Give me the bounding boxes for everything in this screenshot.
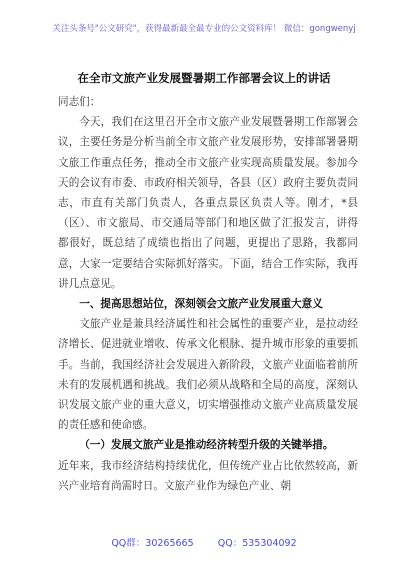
footer-contact: QQ群：30265665 QQ：535304092 (111, 538, 297, 549)
salutation: 同志们： (58, 96, 101, 108)
section-heading-1: 一、提高思想站位，深刻领会文旅产业发展重大意义 (79, 298, 323, 311)
document-body (58, 92, 358, 496)
header-banner: 关注头条号"公文研究"，获得最新最全最专业的公文资料库！ 微信：gongwenyj (52, 24, 356, 34)
section-1-paragraph: 文旅产业是兼具经济属性和社会属性的重要产业，是拉动经济增长、促进就业增收、传承文化根脉、提升城市形象的重要抓手。当前，我国经济社会发展进入新阶段，文旅产业面临着前所未有的发展机遇和挑战。我们必须从战略和全局的高度，深刻认识发展文旅产业的重大意义，切实增强推动文旅产业高质量发展的责任感和使命感。 (58, 318, 358, 432)
intro-paragraph: 今天，我们在这里召开全市文旅产业发展暨暑期工作部署会议，主要任务是分析当前全市文旅产业发展形势，安排部署暑期文旅工作重点任务，推动全市文旅产业实现高质量发展。参加今天的会议有市委、市政府相关领导，各县（区）政府主要负责同志，市直有关部门负责人，各重点景区负责人等。刚才，*县（区）、市文旅局、市交通局等部门和地区做了汇报发言，讲得都很好，既总结了成绩也指出了问题，更提出了思路，我都同意，大家一定要结合实际抓好落实。下面，结合工作实际，我再讲几点意见。 (58, 116, 358, 290)
subsection-1-paragraph: 近年来，我市经济结构持续优化，但传统产业占比依然较高，新兴产业培育尚需时日。文旅产业作为绿色产业、朝 (58, 459, 358, 492)
document-title: 在全市文旅产业发展暨暑期工作部署会议上的讲话 (77, 71, 331, 85)
subsection-heading-1: （一）发展文旅产业是推动经济转型升级的关键举措。 (79, 439, 334, 452)
